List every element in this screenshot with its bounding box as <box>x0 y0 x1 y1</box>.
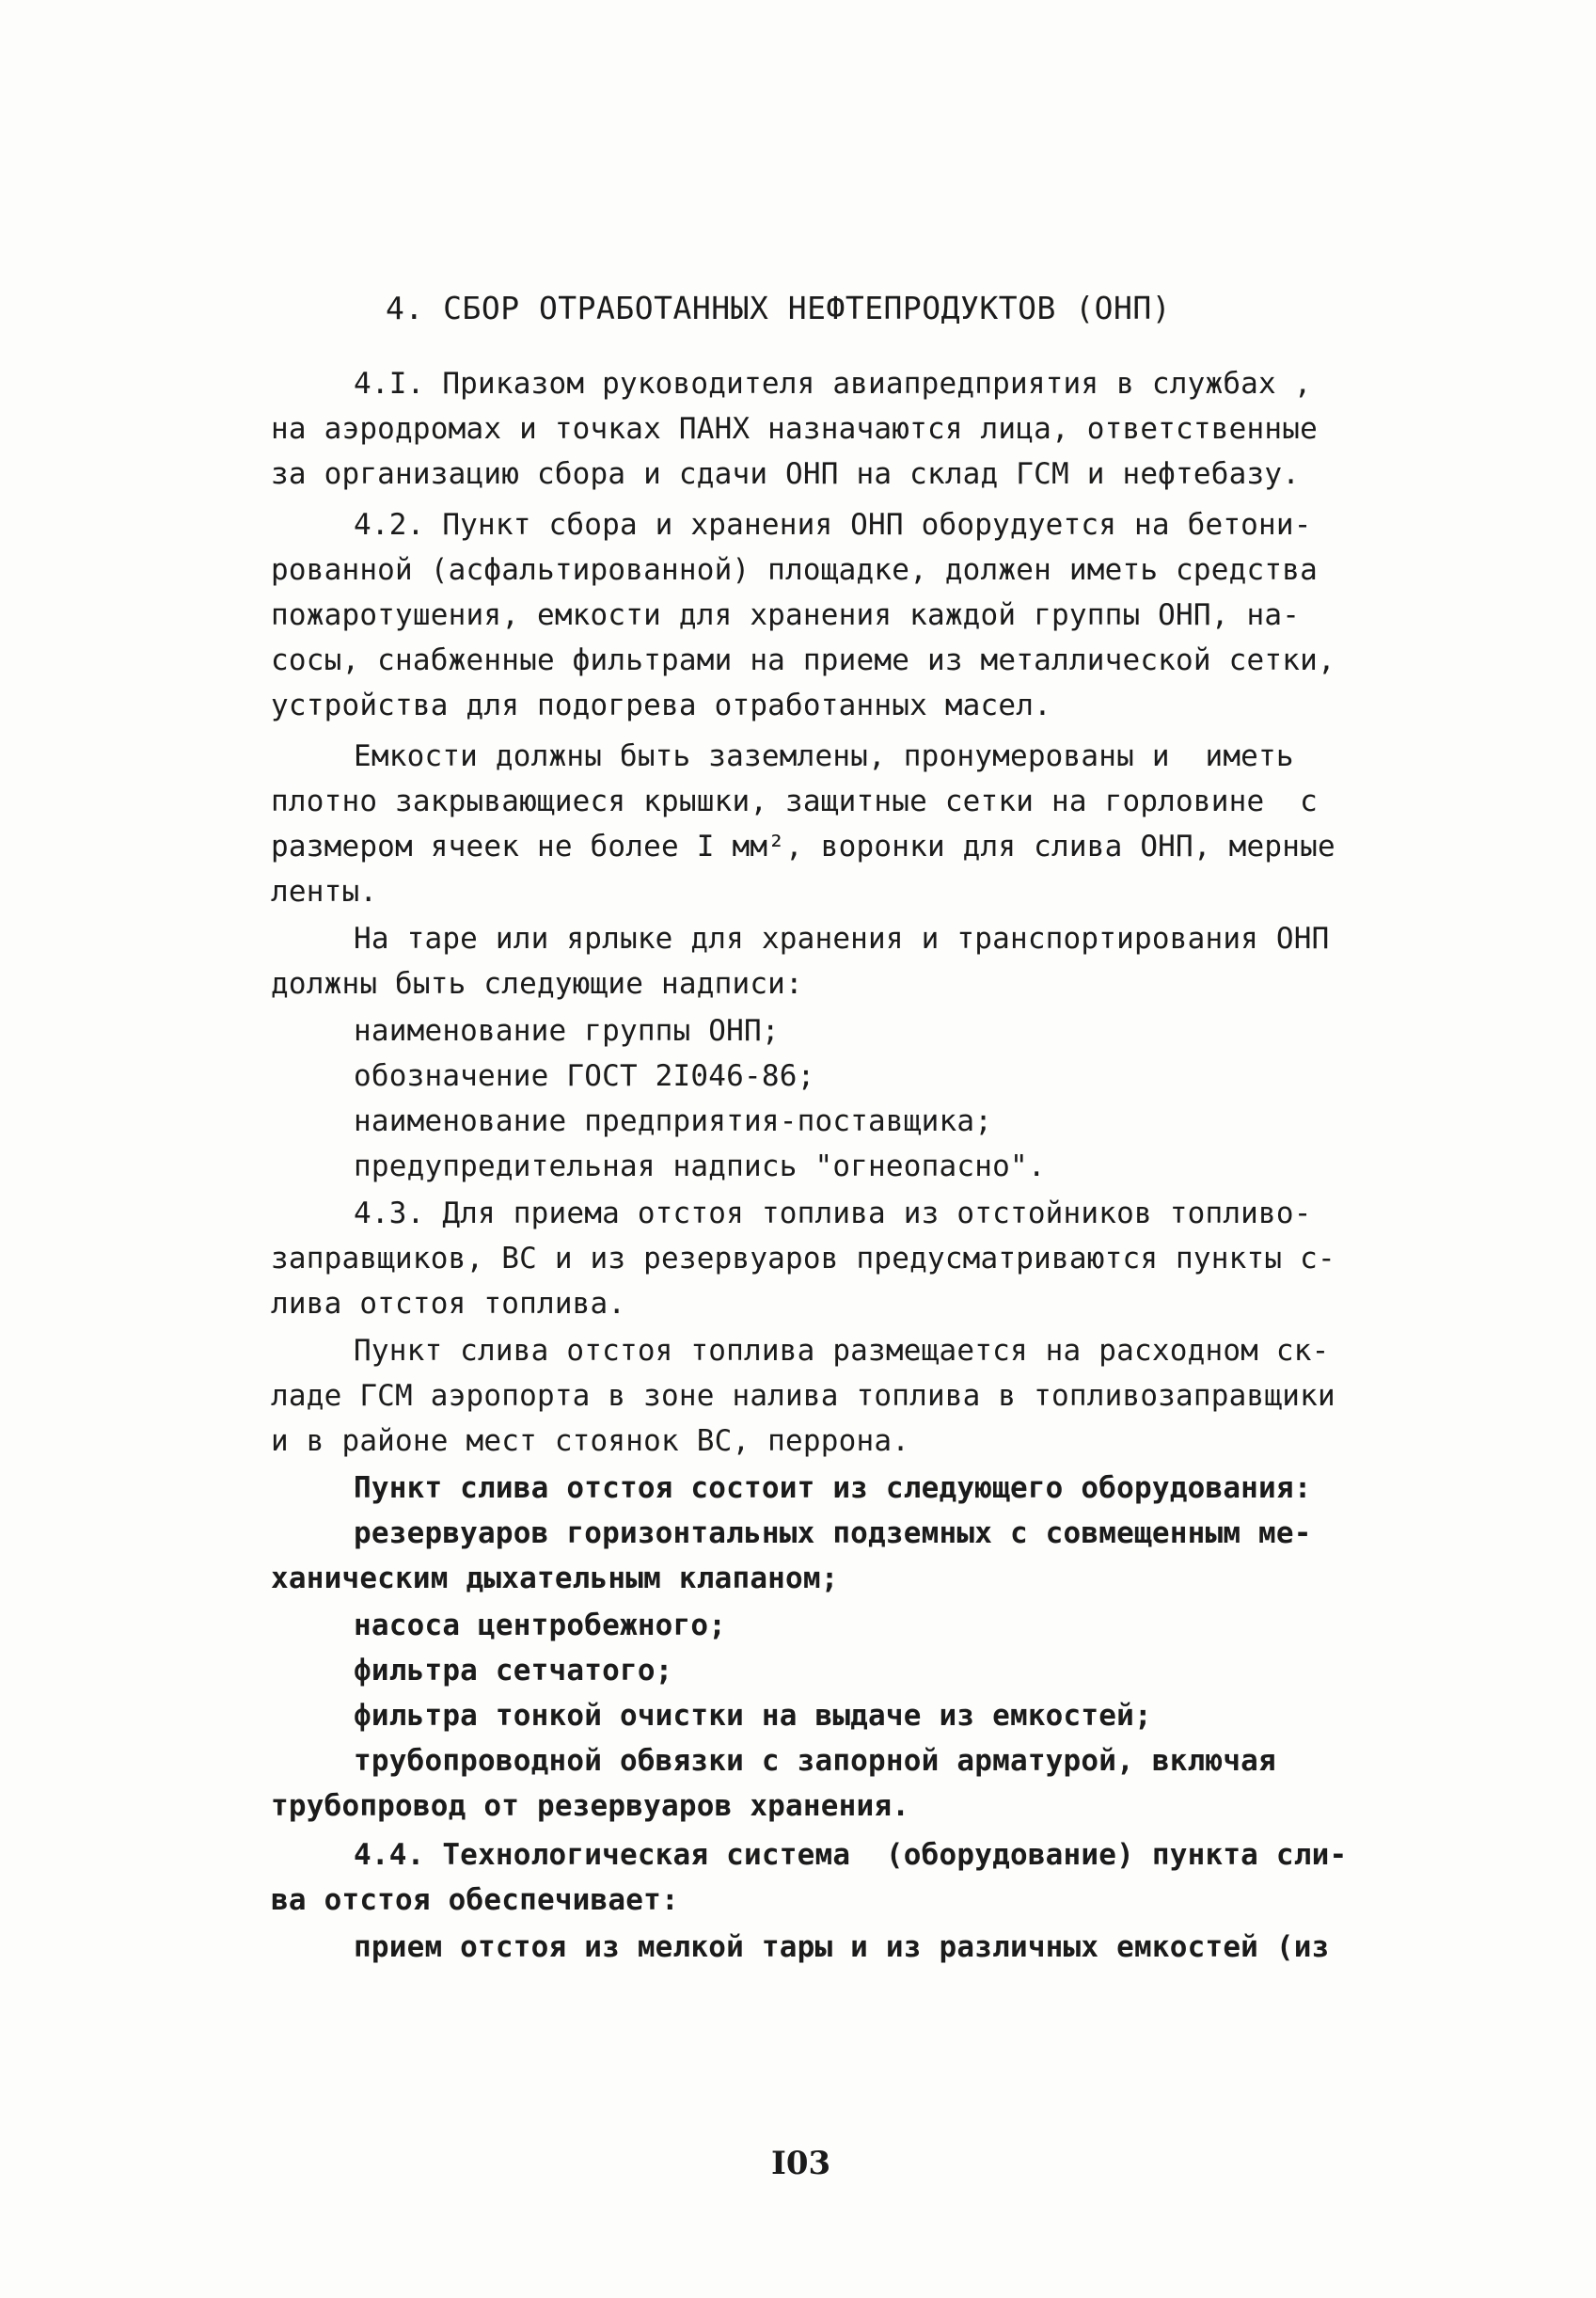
text-line: Емкости должны быть заземлены, пронумерованы и иметь <box>354 739 1294 773</box>
text-line: наименование группы ОНП; <box>354 1014 780 1048</box>
text-line: На таре или ярлыке для хранения и транспортирования ОНП <box>354 922 1330 956</box>
text-line: ханическим дыхательным клапаном; <box>271 1561 839 1595</box>
text-line: наименование предприятия-поставщика; <box>354 1104 993 1138</box>
text-line: устройства для подогрева отработанных масел. <box>271 689 1051 722</box>
text-line: лива отстоя топлива. <box>271 1287 626 1321</box>
text-line: 4.2. Пункт сбора и хранения ОНП оборудуется на бетони- <box>354 508 1312 542</box>
text-line: фильтра тонкой очистки на выдаче из емкостей; <box>354 1699 1152 1733</box>
text-line: фильтра сетчатого; <box>354 1654 673 1688</box>
text-line: ладе ГСМ аэропорта в зоне налива топлива в топливозаправщики <box>271 1379 1335 1413</box>
section-heading: 4. СБОР ОТРАБОТАННЫХ НЕФТЕПРОДУКТОВ (ОНП) <box>386 290 1172 326</box>
text-line: и в районе мест стоянок ВС, перрона. <box>271 1424 910 1458</box>
text-line: трубопровод от резервуаров хранения. <box>271 1789 910 1823</box>
text-line: 4.I. Приказом руководителя авиапредприятия в службах , <box>354 367 1312 401</box>
text-line: ва отстоя обеспечивает: <box>271 1883 679 1917</box>
text-line: пожаротушения, емкости для хранения каждой группы ОНП, на- <box>271 598 1301 632</box>
text-line: плотно закрывающиеся крышки, защитные сетки на горловине с <box>271 784 1318 818</box>
text-line: 4.3. Для приема отстоя топлива из отстойников топливо- <box>354 1197 1312 1230</box>
text-line: трубопроводной обвязки с запорной арматурой, включая <box>354 1744 1276 1778</box>
text-line: заправщиков, ВС и из резервуаров предусматриваются пункты с- <box>271 1242 1335 1276</box>
text-line: должны быть следующие надписи: <box>271 967 803 1001</box>
text-line: Пункт слива отстоя состоит из следующего оборудования: <box>354 1471 1312 1505</box>
text-line: предупредительная надпись "огнеопасно". <box>354 1149 1046 1183</box>
text-line: насоса центробежного; <box>354 1609 727 1642</box>
text-line: 4.4. Технологическая система (оборудование) пункта сли- <box>354 1838 1348 1872</box>
text-line: на аэродромах и точках ПАНХ назначаются лица, ответственные <box>271 412 1318 446</box>
text-line: Пункт слива отстоя топлива размещается на расходном ск- <box>354 1334 1330 1368</box>
text-line: обозначение ГОСТ 2I046-86; <box>354 1059 815 1093</box>
text-line: прием отстоя из мелкой тары и из различных емкостей (из <box>354 1930 1330 1964</box>
text-line: сосы, снабженные фильтрами на приеме из металлической сетки, <box>271 643 1335 677</box>
page-number: I03 <box>771 2145 831 2182</box>
text-line: размером ячеек не более I мм², воронки для слива ОНП, мерные <box>271 830 1335 864</box>
text-line: рованной (асфальтированной) площадке, должен иметь средства <box>271 553 1318 587</box>
text-line: резервуаров горизонтальных подземных с совмещенным ме- <box>354 1516 1312 1550</box>
text-line: за организацию сбора и сдачи ОНП на склад ГСМ и нефтебазу. <box>271 457 1301 491</box>
text-line: ленты. <box>271 875 378 909</box>
